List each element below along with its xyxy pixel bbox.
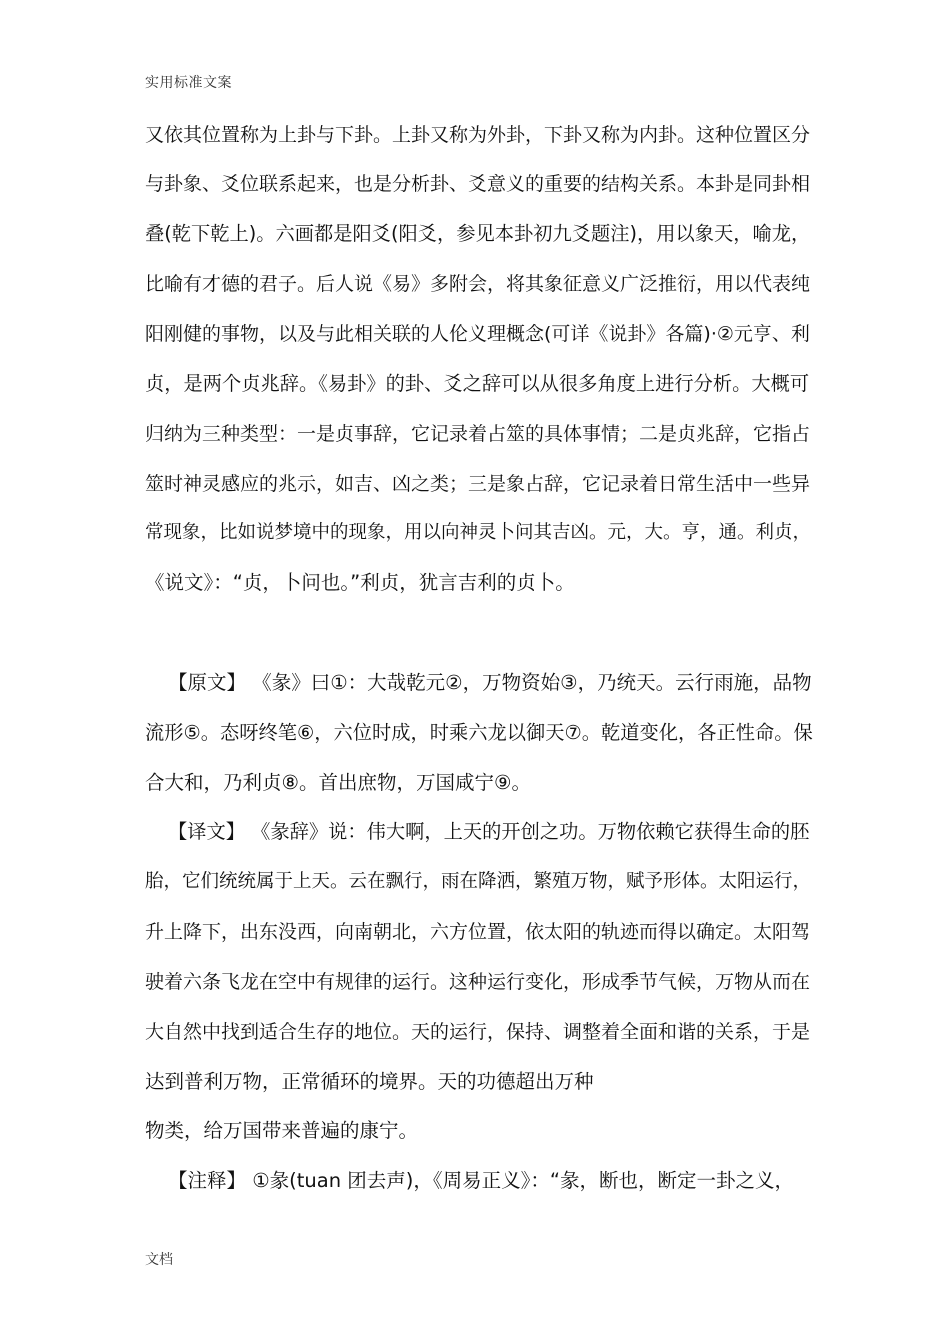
text-line: 升上降下，出东没西，向南朝北，六方位置，依太阳的轨迹而得以确定。太阳驾 (145, 921, 811, 943)
text-line: 大自然中找到适合生存的地位。天的运行，保持、调整着全面和谐的关系，于是 (145, 1021, 811, 1043)
text-line: 常现象，比如说梦境中的现象，用以向神灵卜问其吉凶。元，大。亨，通。利贞， (145, 522, 812, 543)
text-line: 筮时神灵感应的兆示，如吉、凶之类；三是象占辞，它记录着日常生活中一些异 (145, 473, 811, 495)
text-line: 贞，是两个贞兆辞。《易卦》的卦、爻之辞可以从很多角度上进行分析。大概可 (145, 372, 810, 395)
text-line: 合大和，乃利贞⑧。首出庶物，万国咸宁⑨。 (145, 771, 531, 794)
text-line: 阳刚健的事物，以及与此相关联的人伦义理概念(可详《说卦》各篇)·②元亨、利 (145, 323, 810, 345)
text-line: 与卦象、爻位联系起来，也是分析卦、爻意义的重要的结构关系。本卦是同卦相 (145, 173, 811, 195)
text-line: 叠(乾下乾上)。六画都是阳爻(阳爻，参见本卦初九爻题注)，用以象天，喻龙， (145, 222, 811, 245)
text-line: 【原文】 《彖》曰①：大哉乾元②，万物资始③，乃统天。云行雨施，品物 (168, 671, 812, 694)
text-line: 归纳为三种类型：一是贞事辞，它记录着占筮的具体事情；二是贞兆辞，它指占 (145, 423, 811, 445)
text-line: 比喻有才德的君子。后人说《易》多附会，将其象征意义广泛推衍，用以代表纯 (145, 273, 811, 295)
text-line: 物类，给万国带来普遍的康宁。 (145, 1119, 419, 1142)
text-line: 胎，它们统统属于上天。云在飘行，雨在降洒，繁殖万物，赋予形体。太阳运行， (145, 871, 812, 892)
text-line: 【译文】 《彖辞》说：伟大啊，上天的开创之功。万物依赖它获得生命的胚 (168, 820, 810, 843)
text-line: 又依其位置称为上卦与下卦。上卦又称为外卦，下卦又称为内卦。这种位置区分 (145, 124, 811, 146)
text-line: 流形⑤。态呀终笔⑥，六位时成，时乘六龙以御天⑦。乾道变化，各正性命。保 (145, 721, 813, 744)
page-header: 实用标准文案 (145, 75, 232, 91)
text-line: 【注释】 ①彖(tuan 团去声)，《周易正义》：“彖，断也，断定一卦之义， (168, 1169, 795, 1192)
text-line: 驶着六条飞龙在空中有规律的运行。这种运行变化，形成季节气候，万物从而在 (145, 971, 811, 993)
page-footer: 文档 (145, 1252, 173, 1268)
text-line: 达到普利万物，正常循环的境界。天的功德超出万种 (145, 1070, 594, 1093)
text-line: 《说文》：“贞，卜问也。”利贞，犹言吉利的贞卜。 (145, 571, 575, 594)
